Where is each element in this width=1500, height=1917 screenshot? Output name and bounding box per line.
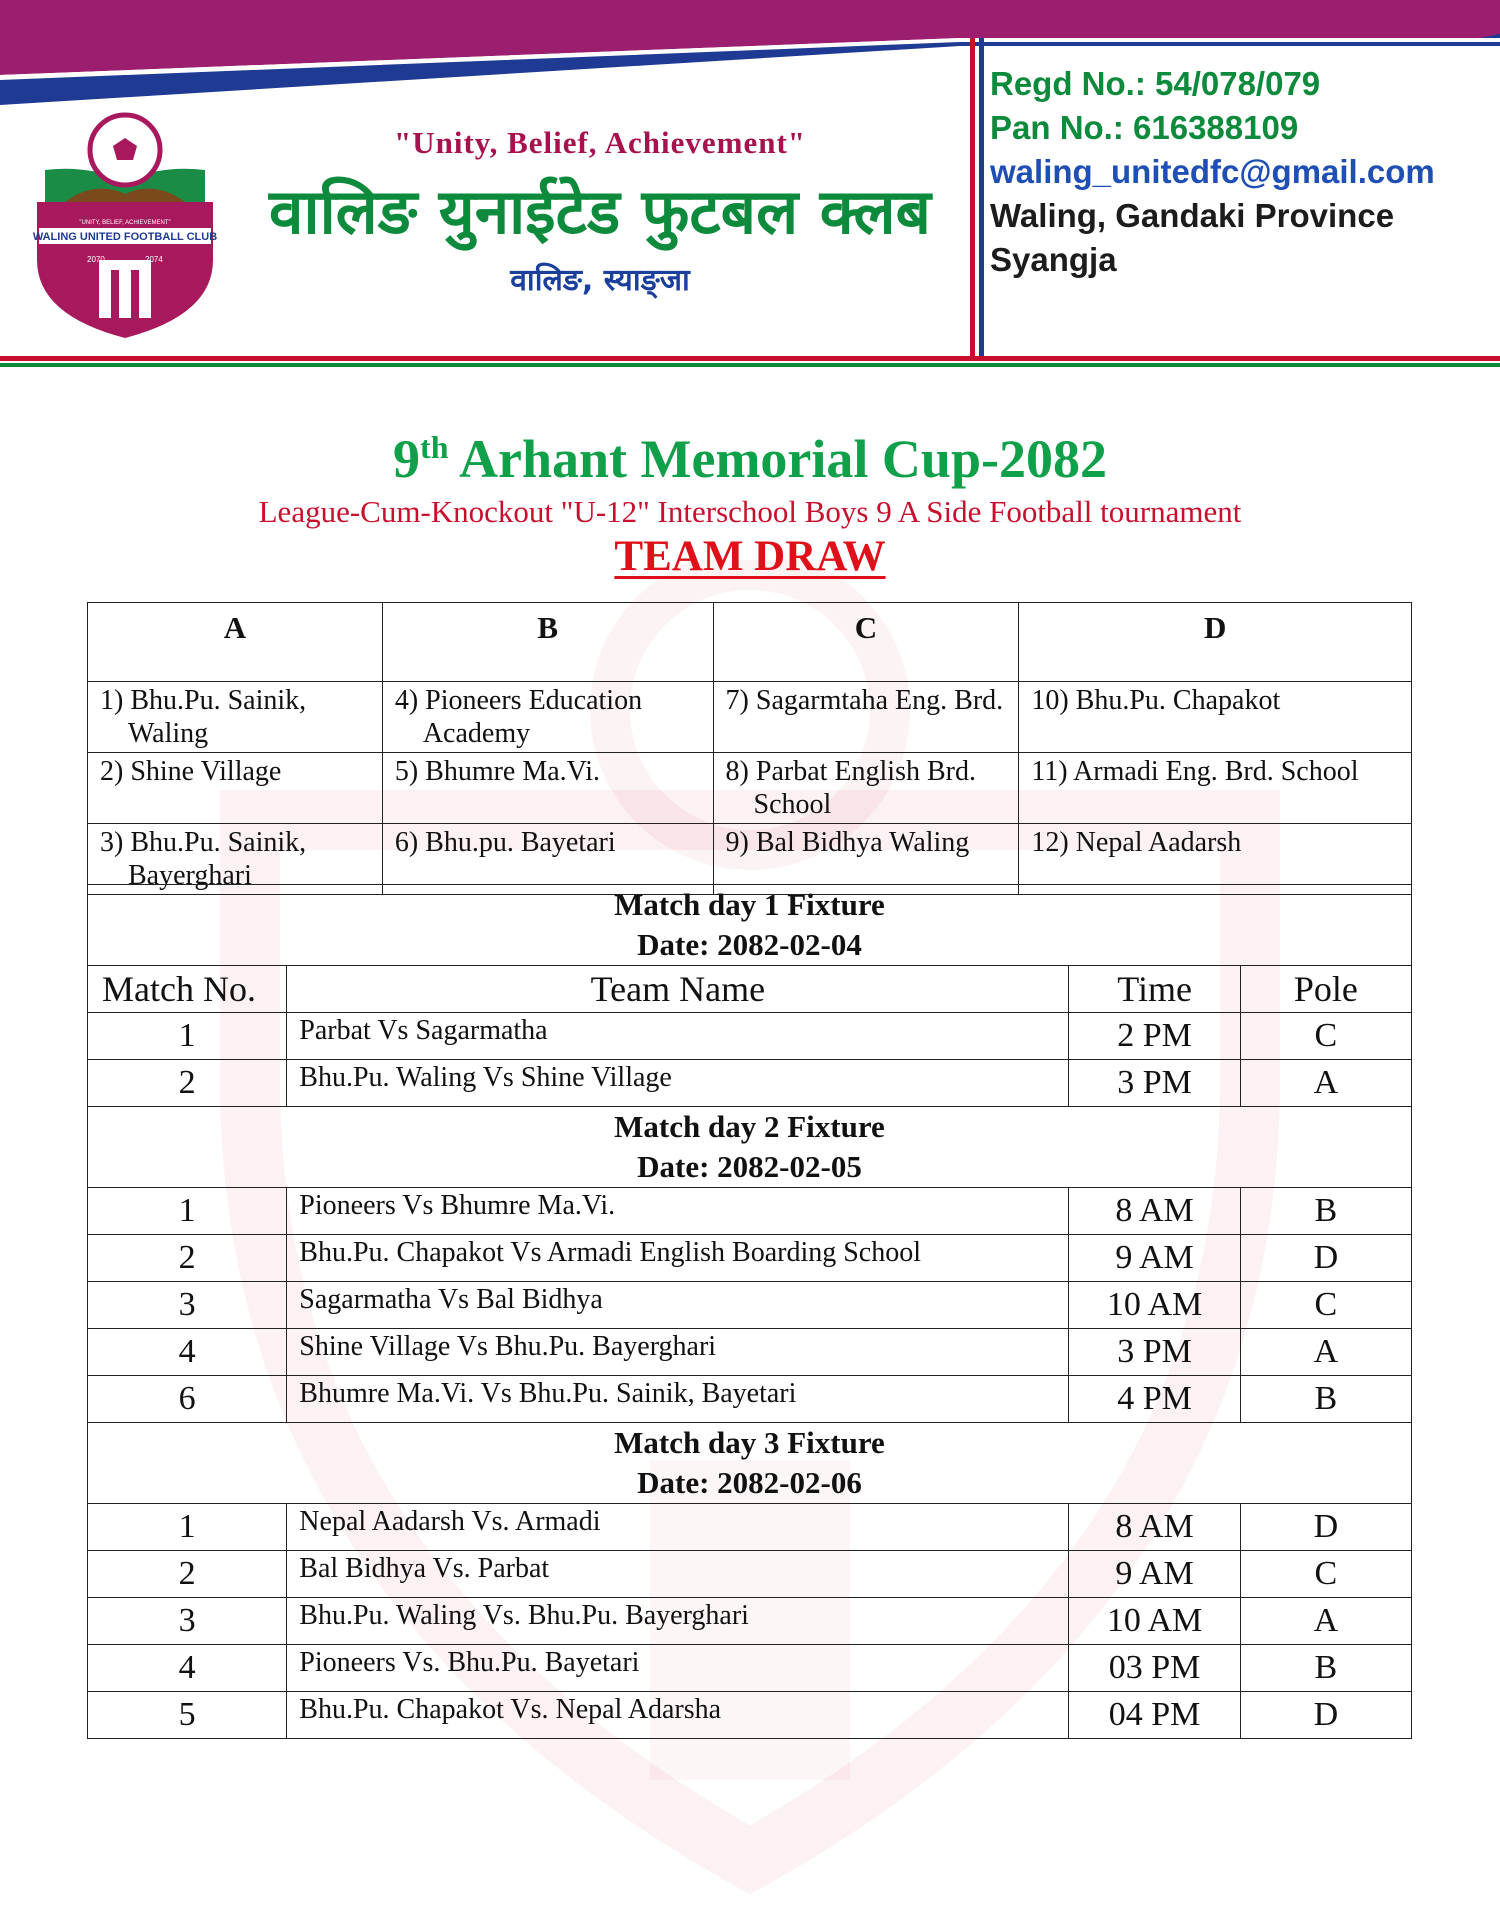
match-number: 5 bbox=[88, 1692, 287, 1739]
pan-number: Pan No.: 616388109 bbox=[990, 109, 1299, 146]
group-team-cell bbox=[713, 682, 1019, 753]
fixture-row bbox=[88, 1329, 1412, 1376]
match-time: 03 PM bbox=[1069, 1645, 1240, 1692]
group-header: D bbox=[1019, 603, 1412, 682]
match-teams: Pioneers Vs. Bhu.Pu. Bayetari bbox=[287, 1645, 1069, 1692]
match-time: 9 AM bbox=[1069, 1235, 1240, 1282]
group-row bbox=[88, 753, 1412, 824]
match-pole: D bbox=[1240, 1504, 1411, 1551]
col-header-time: Time bbox=[1069, 966, 1240, 1013]
match-day-title: Match day 3 Fixture bbox=[614, 1425, 885, 1460]
match-teams: Pioneers Vs Bhumre Ma.Vi. bbox=[287, 1188, 1069, 1235]
match-number: 4 bbox=[88, 1645, 287, 1692]
logo-year-left: 2070 bbox=[87, 255, 105, 264]
logo-top-text: "UNITY, BELIEF, ACHIEVEMENT" bbox=[79, 220, 171, 226]
match-number: 6 bbox=[88, 1376, 287, 1423]
col-header-pole: Pole bbox=[1240, 966, 1411, 1013]
team-entry: 4) Pioneers Education Academy bbox=[394, 685, 643, 749]
fixture-row bbox=[88, 1060, 1412, 1107]
vertical-divider-red bbox=[970, 38, 975, 356]
match-number: 2 bbox=[88, 1551, 287, 1598]
fixture-row bbox=[88, 1376, 1412, 1423]
match-number: 3 bbox=[88, 1282, 287, 1329]
col-header-match-no: Match No. bbox=[88, 966, 287, 1013]
vertical-divider-blue bbox=[979, 38, 984, 356]
match-day-cell bbox=[88, 885, 1412, 966]
team-entry: 6) Bhu.pu. Bayetari bbox=[394, 827, 616, 858]
match-number: 2 bbox=[88, 1060, 287, 1107]
tournament-subtitle: League-Cum-Knockout "U-12" Interschool Boys 9 A Side Football tournament bbox=[258, 494, 1242, 529]
fixture-header-row bbox=[88, 966, 1412, 1013]
team-draw-text: TEAM DRAW bbox=[614, 533, 886, 580]
match-number: 1 bbox=[88, 1504, 287, 1551]
fixture-row bbox=[88, 1013, 1412, 1060]
group-header: C bbox=[713, 603, 1019, 682]
horizontal-rule-green bbox=[0, 363, 1500, 367]
match-day-banner bbox=[88, 1107, 1412, 1188]
match-teams: Sagarmatha Vs Bal Bidhya bbox=[287, 1282, 1069, 1329]
tournament-title bbox=[0, 428, 1500, 490]
match-teams: Bhu.Pu. Waling Vs. Bhu.Pu. Bayerghari bbox=[287, 1598, 1069, 1645]
team-entry: 10) Bhu.Pu. Chapakot bbox=[1031, 685, 1281, 716]
match-teams: Parbat Vs Sagarmatha bbox=[287, 1013, 1069, 1060]
match-day-date: Date: 2082-02-04 bbox=[637, 927, 862, 962]
email-link[interactable]: waling_unitedfc@gmail.com bbox=[990, 153, 1435, 190]
fixture-row bbox=[88, 1504, 1412, 1551]
match-teams: Bhumre Ma.Vi. Vs Bhu.Pu. Sainik, Bayetari bbox=[287, 1376, 1069, 1423]
match-time: 04 PM bbox=[1069, 1692, 1240, 1739]
club-logo bbox=[25, 110, 225, 340]
group-team-cell bbox=[1019, 753, 1412, 824]
title-number: 9 bbox=[393, 429, 421, 489]
club-location-nepali: वालिङ, स्याङ्जा bbox=[510, 263, 690, 298]
match-time: 4 PM bbox=[1069, 1376, 1240, 1423]
fixture-row bbox=[88, 1692, 1412, 1739]
fixtures-table bbox=[87, 884, 1412, 1739]
team-entry: 3) Bhu.Pu. Sainik, Bayerghari bbox=[100, 827, 307, 891]
fixture-row bbox=[88, 1645, 1412, 1692]
title-text: Arhant Memorial Cup-2082 bbox=[448, 429, 1107, 489]
fixture-row bbox=[88, 1235, 1412, 1282]
team-entry: 5) Bhumre Ma.Vi. bbox=[394, 756, 600, 787]
match-teams: Nepal Aadarsh Vs. Armadi bbox=[287, 1504, 1069, 1551]
match-pole: B bbox=[1240, 1376, 1411, 1423]
registration-number: Regd No.: 54/078/079 bbox=[990, 65, 1321, 102]
match-teams: Shine Village Vs Bhu.Pu. Bayerghari bbox=[287, 1329, 1069, 1376]
club-name-nepali: वालिङ युनाईटेड फुटबल क्लब bbox=[269, 175, 931, 248]
match-pole: B bbox=[1240, 1188, 1411, 1235]
match-time: 3 PM bbox=[1069, 1060, 1240, 1107]
group-header: A bbox=[88, 603, 383, 682]
team-entry: 2) Shine Village bbox=[100, 756, 282, 787]
group-team-cell bbox=[382, 682, 713, 753]
match-teams: Bhu.Pu. Chapakot Vs Armadi English Boarding School bbox=[287, 1235, 1069, 1282]
match-number: 3 bbox=[88, 1598, 287, 1645]
fixture-row bbox=[88, 1598, 1412, 1645]
col-header-team-name: Team Name bbox=[287, 966, 1069, 1013]
match-pole: C bbox=[1240, 1013, 1411, 1060]
match-pole: A bbox=[1240, 1598, 1411, 1645]
match-pole: C bbox=[1240, 1282, 1411, 1329]
team-entry: 1) Bhu.Pu. Sainik, Waling bbox=[100, 685, 307, 749]
match-day-cell bbox=[88, 1423, 1412, 1504]
match-day-title: Match day 1 Fixture bbox=[614, 887, 885, 922]
group-team-cell bbox=[88, 753, 383, 824]
fixture-row bbox=[88, 1188, 1412, 1235]
team-entry: 12) Nepal Aadarsh bbox=[1031, 827, 1242, 858]
match-day-title: Match day 2 Fixture bbox=[614, 1109, 885, 1144]
team-entry: 9) Bal Bidhya Waling bbox=[725, 827, 970, 858]
match-teams: Bhu.Pu. Waling Vs Shine Village bbox=[287, 1060, 1069, 1107]
logo-band-text: WALING UNITED FOOTBALL CLUB bbox=[32, 231, 218, 243]
match-day-banner bbox=[88, 885, 1412, 966]
logo-year-right: 2074 bbox=[145, 255, 163, 264]
group-team-cell bbox=[382, 753, 713, 824]
match-time: 10 AM bbox=[1069, 1282, 1240, 1329]
group-header-row bbox=[88, 603, 1412, 682]
match-time: 9 AM bbox=[1069, 1551, 1240, 1598]
group-team-cell bbox=[1019, 682, 1412, 753]
group-team-cell bbox=[88, 682, 383, 753]
team-entry: 8) Parbat English Brd. School bbox=[725, 756, 976, 820]
group-team-cell bbox=[713, 753, 1019, 824]
match-teams: Bal Bidhya Vs. Parbat bbox=[287, 1551, 1069, 1598]
match-pole: D bbox=[1240, 1235, 1411, 1282]
match-day-cell bbox=[88, 1107, 1412, 1188]
club-motto: "Unity, Belief, Achievement" bbox=[394, 125, 806, 160]
match-time: 8 AM bbox=[1069, 1188, 1240, 1235]
match-number: 1 bbox=[88, 1188, 287, 1235]
horizontal-rule-red bbox=[0, 356, 1500, 361]
group-row bbox=[88, 682, 1412, 753]
match-pole: A bbox=[1240, 1060, 1411, 1107]
match-day-date: Date: 2082-02-05 bbox=[637, 1149, 862, 1184]
match-number: 4 bbox=[88, 1329, 287, 1376]
group-header: B bbox=[382, 603, 713, 682]
address-line-2: Syangja bbox=[990, 241, 1117, 278]
match-time: 10 AM bbox=[1069, 1598, 1240, 1645]
match-number: 1 bbox=[88, 1013, 287, 1060]
match-day-banner bbox=[88, 1423, 1412, 1504]
group-draw-table bbox=[87, 602, 1412, 895]
team-draw-heading bbox=[0, 532, 1500, 581]
match-pole: C bbox=[1240, 1551, 1411, 1598]
team-entry: 11) Armadi Eng. Brd. School bbox=[1031, 756, 1359, 787]
letterhead bbox=[0, 0, 1500, 370]
team-entry: 7) Sagarmtaha Eng. Brd. bbox=[725, 685, 1004, 716]
match-day-date: Date: 2082-02-06 bbox=[637, 1465, 862, 1500]
match-number: 2 bbox=[88, 1235, 287, 1282]
match-time: 2 PM bbox=[1069, 1013, 1240, 1060]
match-time: 3 PM bbox=[1069, 1329, 1240, 1376]
fixture-row bbox=[88, 1551, 1412, 1598]
address-line-1: Waling, Gandaki Province bbox=[990, 197, 1395, 234]
match-teams: Bhu.Pu. Chapakot Vs. Nepal Adarsha bbox=[287, 1692, 1069, 1739]
contact-block bbox=[990, 62, 1495, 282]
match-time: 8 AM bbox=[1069, 1504, 1240, 1551]
fixture-row bbox=[88, 1282, 1412, 1329]
match-pole: A bbox=[1240, 1329, 1411, 1376]
match-pole: D bbox=[1240, 1692, 1411, 1739]
match-pole: B bbox=[1240, 1645, 1411, 1692]
title-ordinal: th bbox=[420, 429, 449, 465]
